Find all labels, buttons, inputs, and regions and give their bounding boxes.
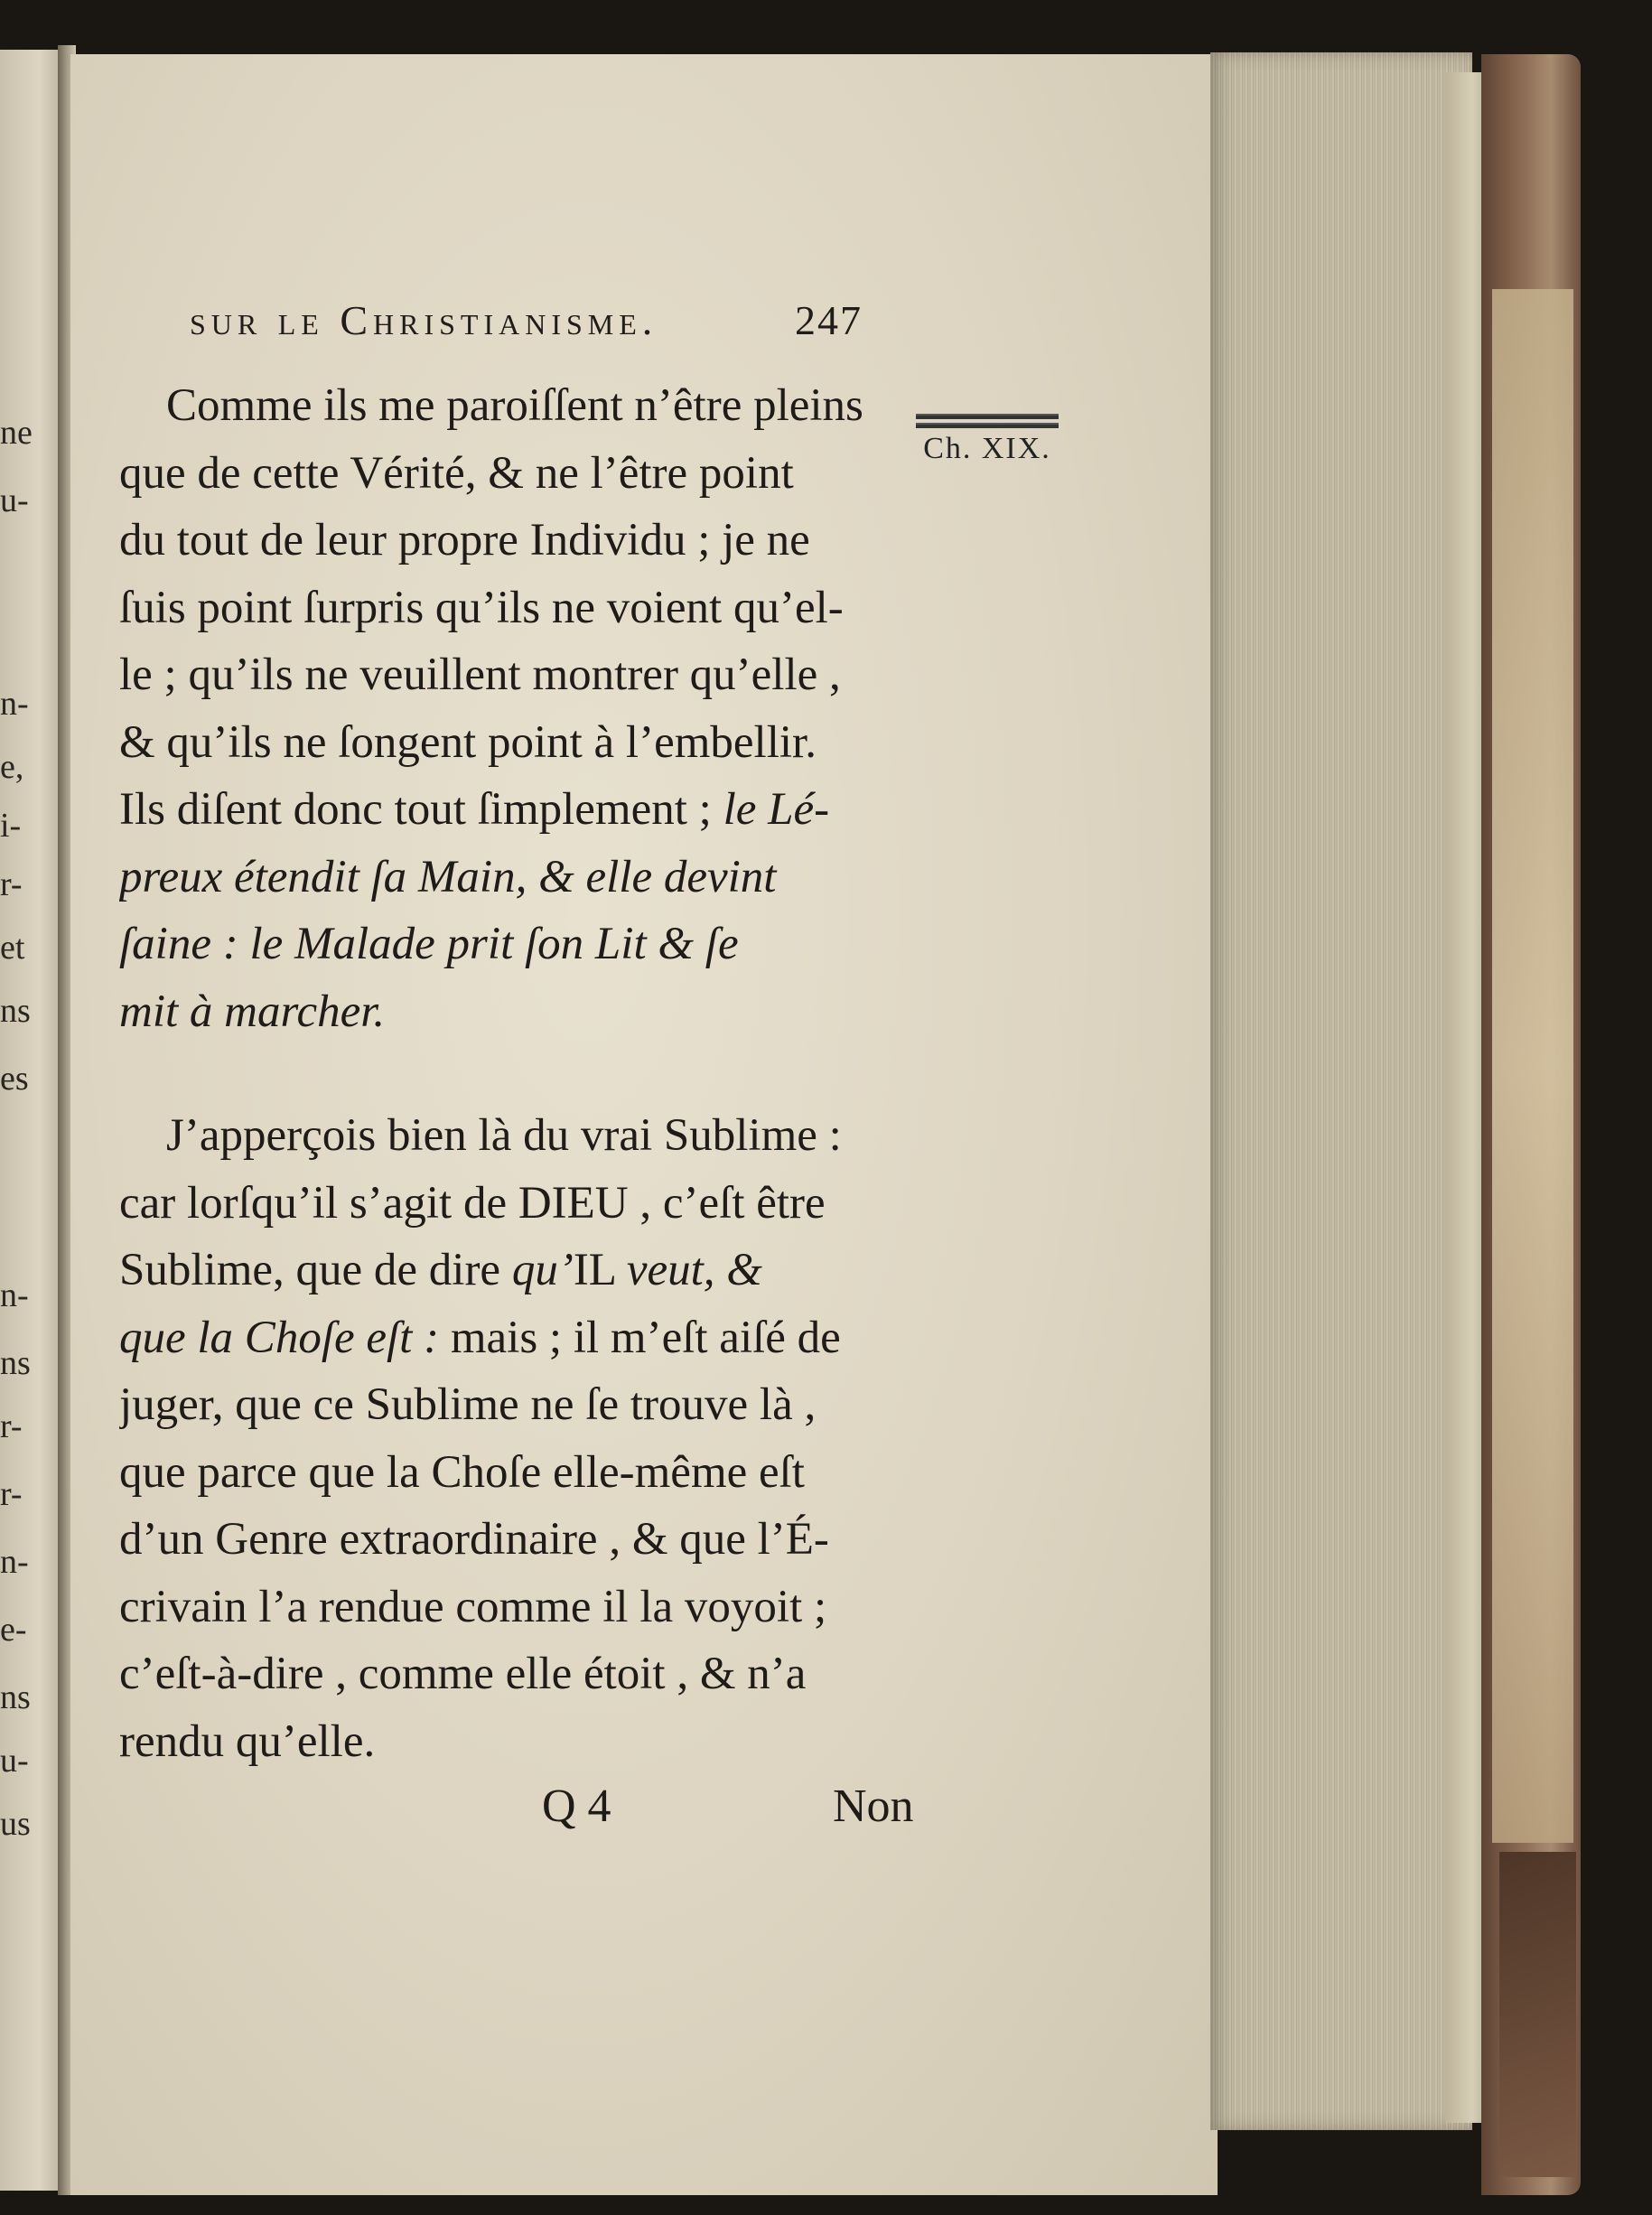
text-line: [119, 1237, 914, 1304]
facing-page-edge: [0, 50, 65, 2191]
facing-page-fragment: r-: [0, 1407, 23, 1445]
italic-segment: veut, &: [626, 1245, 762, 1295]
page-number: 247: [795, 297, 863, 343]
italic-segment: ſaine : le Malade prit ſon Lit & ſe: [119, 919, 739, 969]
text-line: [119, 709, 914, 777]
facing-page-fragment: e,: [0, 748, 24, 786]
text-segment: Sublime, que de dire: [119, 1245, 512, 1295]
text-segment: que parce que la Choſe elle-même eſt: [119, 1446, 805, 1498]
chapter-label: Ch. XIX.: [923, 432, 1051, 465]
facing-page-fragment: n-: [0, 1543, 29, 1581]
text-line: [119, 440, 914, 508]
facing-page-fragment: n-: [0, 1276, 29, 1314]
text-segment: juger, que ce Sublime ne ſe trouve là ,: [119, 1379, 817, 1430]
text-line: [119, 911, 914, 978]
italic-segment: qu’: [511, 1245, 574, 1295]
text-segment: ſuis point ſurpris qu’ils ne voient qu’el-: [119, 582, 844, 633]
running-title: sur le Christianisme.: [190, 297, 658, 343]
text-line: [119, 1640, 914, 1708]
text-line: [119, 1708, 914, 1776]
facing-page-fragment: ns: [0, 992, 31, 1030]
facing-page-fragment: n-: [0, 685, 29, 723]
text-segment: que de cette Vérité, & ne l’être point: [119, 447, 794, 499]
facing-page-fragment: ns: [0, 1344, 31, 1382]
text-segment: car lorſqu’il s’agit de DIEU , c’eſt être: [119, 1177, 826, 1229]
chapter-margin-note: [910, 414, 1064, 466]
facing-page-fragment: u-: [0, 1742, 29, 1780]
italic-segment: preux étendit ſa Main, & elle devint: [119, 851, 777, 902]
text-segment: Comme ils me paroiſſent n’être pleins: [166, 380, 863, 431]
page-edges: [1210, 52, 1472, 2130]
facing-page-fragment: e-: [0, 1611, 27, 1649]
running-header: [190, 296, 912, 344]
text-segment: d’un Genre extraordinaire , & que l’É-: [119, 1514, 829, 1565]
text-line: [119, 776, 914, 844]
text-line: [119, 372, 914, 440]
facing-page-fragment: ns: [0, 1678, 31, 1716]
text-segment: crivain l’a rendue comme il la voyoit ;: [119, 1581, 827, 1632]
text-segment: rendu qu’elle.: [119, 1715, 376, 1767]
text-line: [119, 1102, 914, 1170]
text-line: [119, 507, 914, 575]
facing-page-fragment: ne: [0, 414, 33, 452]
facing-page-fragment: et: [0, 929, 25, 967]
text-line: [119, 641, 914, 709]
text-line: [119, 1506, 914, 1574]
facing-page-fragment: r-: [0, 1475, 23, 1513]
facing-page-fragment: r-: [0, 865, 23, 903]
catchword: Non: [833, 1780, 914, 1832]
text-line: [119, 844, 914, 911]
text-segment: le ; qu’ils ne veuillent montrer qu’elle ,: [119, 650, 841, 700]
italic-segment: le Lé-: [723, 784, 830, 835]
text-line: [119, 1170, 914, 1238]
text-segment: J’apperçois bien là du vrai Sublime :: [166, 1110, 842, 1161]
text-line: [119, 978, 914, 1046]
facing-page-fragment: i-: [0, 807, 22, 845]
italic-segment: mit à marcher.: [119, 986, 386, 1037]
text-segment: c’eſt-à-dire , comme elle étoit , & n’a: [119, 1649, 807, 1699]
text-line: [119, 1574, 914, 1641]
facing-page-fragment: es: [0, 1060, 29, 1098]
text-segment: & qu’ils ne ſongent point à l’embellir.: [119, 716, 817, 768]
text-segment: Ils diſent donc tout ſimplement ;: [119, 784, 723, 835]
italic-segment: que la Choſe eſt :: [119, 1312, 440, 1363]
text-segment: IL: [573, 1245, 627, 1295]
cover-leather-light: [1492, 289, 1573, 1843]
text-line: [119, 1304, 914, 1372]
text-segment: mais ; il m’eſt aiſé de: [439, 1312, 841, 1363]
paragraph-1: [119, 372, 914, 1045]
text-segment: du tout de leur propre Individu ; je ne: [119, 515, 810, 565]
facing-page-fragment: u-: [0, 481, 29, 519]
cover-leather-dark: [1499, 1852, 1576, 2177]
margin-rule: [916, 423, 1059, 428]
text-line: [119, 575, 914, 642]
signature-mark: Q 4: [542, 1780, 611, 1832]
margin-rule: [916, 414, 1059, 419]
text-line: [119, 1439, 914, 1507]
paragraph-2: [119, 1102, 914, 1775]
text-line: [119, 1371, 914, 1439]
page-footer: [0, 1780, 921, 1852]
facing-page-fragment: us: [0, 1805, 31, 1843]
